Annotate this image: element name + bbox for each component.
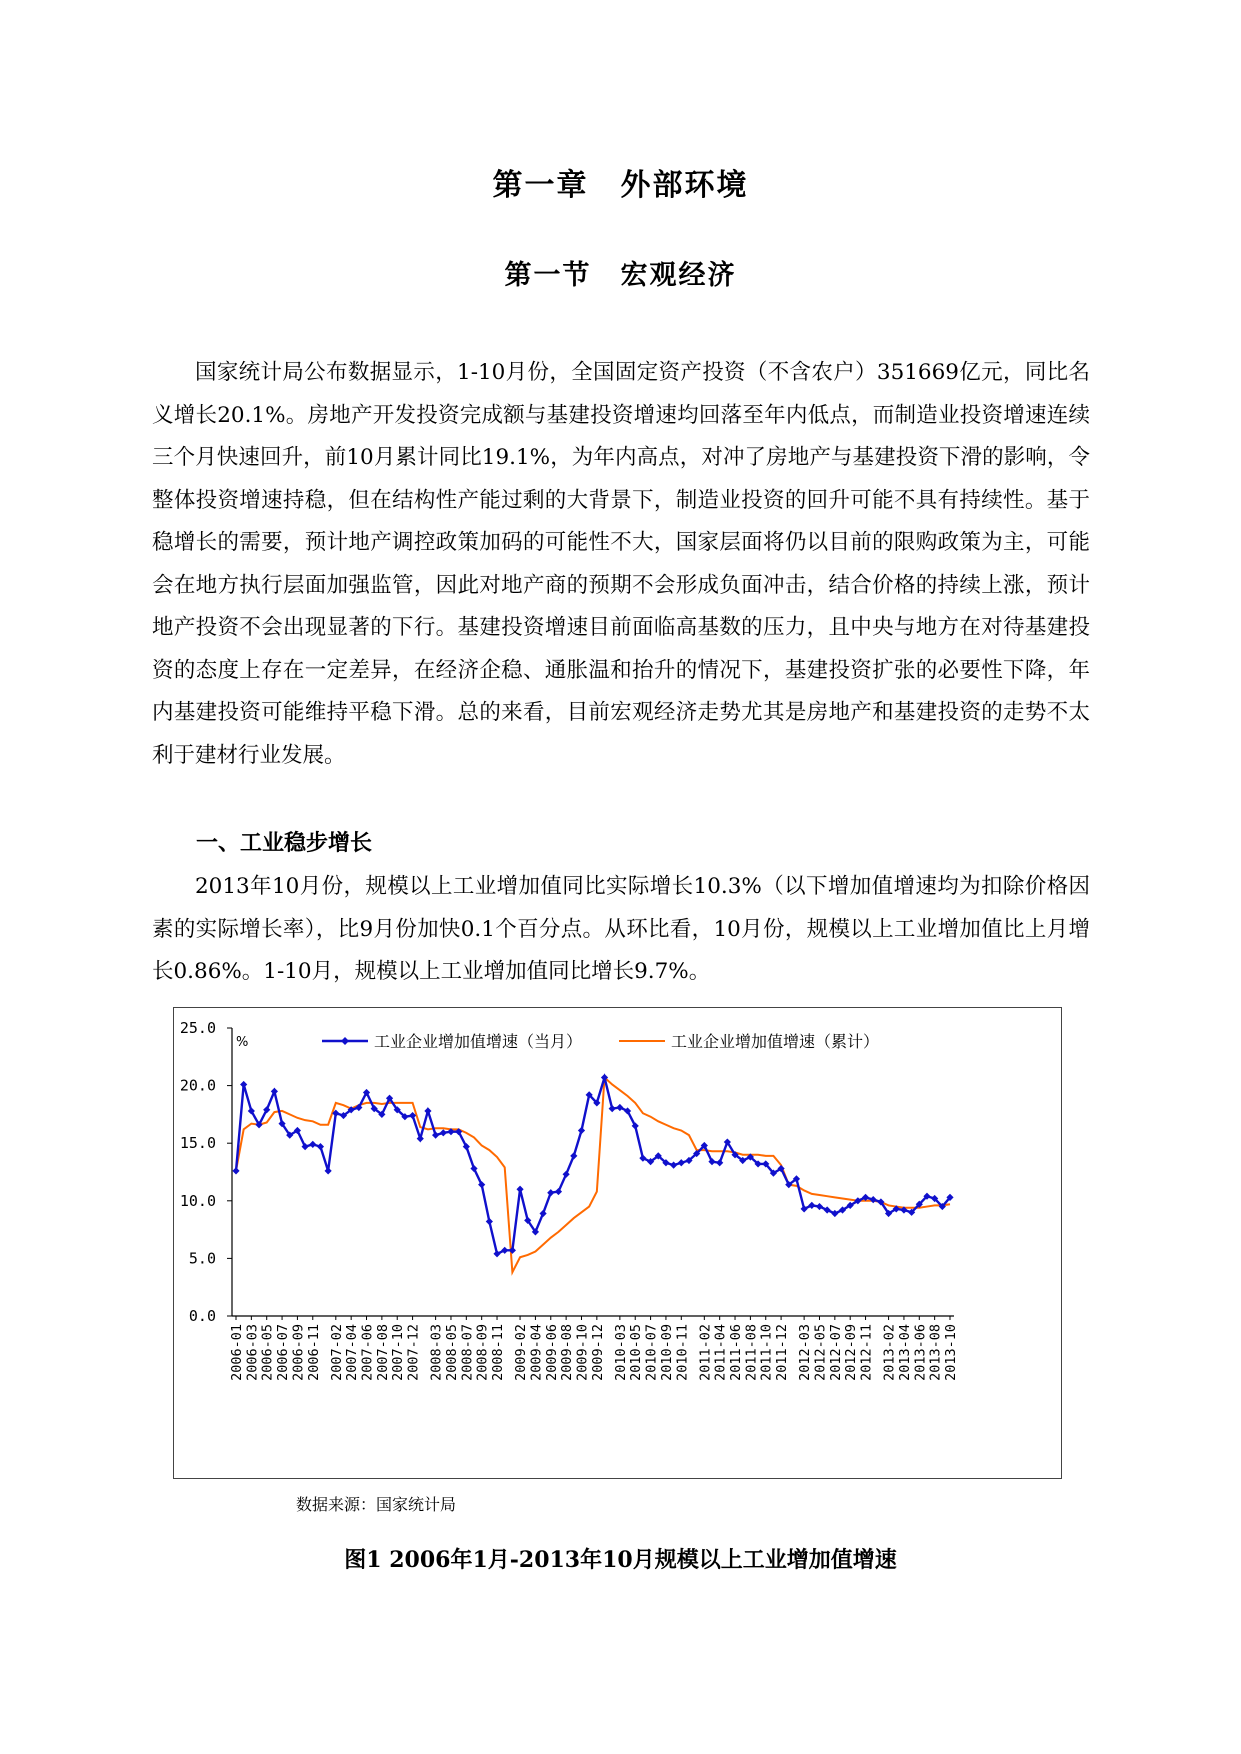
figure-caption: 图1 2006年1月-2013年10月规模以上工业增加值增速	[344, 1547, 897, 1573]
data-source-note: 数据来源：国家统计局	[296, 1495, 457, 1514]
data-point-monthly	[555, 1188, 562, 1195]
data-point-monthly	[808, 1202, 815, 1209]
subheading-industry-growth: 一、工业稳步增长	[196, 831, 373, 856]
chapter-title: 第一章 外部环境	[492, 168, 749, 203]
x-tick-label: 2011-08	[743, 1324, 760, 1381]
x-tick-label: 2010-07	[643, 1324, 660, 1381]
data-point-monthly	[563, 1171, 570, 1178]
data-point-monthly	[570, 1152, 577, 1159]
legend-label-cumulative: 工业企业增加值增速（累计）	[671, 1032, 880, 1051]
x-tick-label: 2009-06	[543, 1324, 560, 1381]
x-tick-label: 2009-10	[574, 1324, 591, 1381]
x-tick-label: 2008-05	[443, 1324, 460, 1381]
x-tick-label: 2011-12	[774, 1324, 791, 1381]
data-point-monthly	[616, 1104, 623, 1111]
data-point-monthly	[240, 1081, 247, 1088]
x-tick-label: 2013-06	[912, 1324, 929, 1381]
body-paragraph-macro: 国家统计局公布数据显示，1-10月份，全国固定资产投资（不含农户）351669亿元，同比名义增长20.1%。房地产开发投资完成额与基建投资增速均回落至年内低点，而制造业投资增速连续三个月快速回升，前10月累计同比19.1%，为年内高点，对冲了房地产与基建投资下滑的影响，令整体投资增速持稳，但在结构性产能过剩的大背景下，制造业投资的回升可能不具有持续性。基于稳增长的需要，预计地产调控政策加码的可能性不大，国家层面将仍以目前的限购政策为主，可能会在地方执行层面加强监管，因此对地产商的预期不会形成负面冲击，结合价格的持续上涨，预计地产投资不会出现显著的下行。基建投资增速目前面临高基数的压力，且中央与地方在对待基建投资的态度上存在一定差异，在经济企稳、通胀温和抬升的情况下，基建投资扩张的必要性下降，年内基建投资可能维持平稳下滑。总的来看，目前宏观经济走势尤其是房地产和基建投资的走势不太利于建材行业发展。	[152, 360, 1090, 768]
x-tick-label: 2009-08	[559, 1324, 576, 1381]
data-point-monthly	[232, 1167, 239, 1174]
x-tick-label: 2011-04	[712, 1324, 729, 1381]
data-point-monthly	[325, 1167, 332, 1174]
body-paragraph-industry: 2013年10月份，规模以上工业增加值同比实际增长10.3%（以下增加值增速均为扣除价格因素的实际增长率），比9月份加快0.1个百分点。从环比看，10月份，规模以上工业增加值比上月增长0.86%。1-10月，规模以上工业增加值同比增长9.7%。	[152, 874, 1090, 984]
x-tick-label: 2012-03	[797, 1324, 814, 1381]
data-point-monthly	[670, 1161, 677, 1168]
data-point-monthly	[501, 1247, 508, 1254]
data-point-monthly	[716, 1159, 723, 1166]
y-tick-label: 0.0	[188, 1307, 216, 1325]
y-tick-label: 20.0	[179, 1076, 216, 1095]
x-tick-label: 2012-05	[812, 1324, 829, 1381]
industrial-growth-chart	[173, 1007, 1062, 1479]
y-tick-label: 25.0	[179, 1019, 216, 1037]
data-point-monthly	[493, 1250, 500, 1257]
data-point-monthly	[486, 1218, 493, 1225]
data-point-monthly	[801, 1205, 808, 1212]
x-tick-label: 2006-05	[259, 1324, 276, 1381]
data-point-monthly	[317, 1143, 324, 1150]
x-tick-label: 2010-09	[658, 1324, 675, 1381]
data-point-monthly	[609, 1105, 616, 1112]
x-tick-label: 2009-02	[513, 1324, 530, 1381]
x-tick-label: 2007-10	[390, 1324, 407, 1381]
x-tick-label: 2006-03	[244, 1324, 261, 1381]
x-tick-label: 2013-02	[881, 1324, 898, 1381]
x-tick-label: 2011-06	[728, 1324, 745, 1381]
data-point-monthly	[516, 1186, 523, 1193]
x-tick-label: 2012-09	[843, 1324, 860, 1381]
data-point-monthly	[547, 1189, 554, 1196]
x-tick-label: 2006-11	[305, 1324, 322, 1381]
data-point-monthly	[639, 1155, 646, 1162]
data-point-monthly	[417, 1135, 424, 1142]
y-tick-label: 15.0	[179, 1134, 216, 1153]
data-point-monthly	[271, 1088, 278, 1095]
x-tick-label: 2007-06	[359, 1324, 376, 1381]
x-tick-label: 2012-11	[858, 1324, 875, 1381]
chart-canvas	[174, 1008, 1061, 1478]
legend-label-monthly: 工业企业增加值增速（当月）	[374, 1032, 583, 1051]
data-point-monthly	[309, 1141, 316, 1148]
data-point-monthly	[539, 1210, 546, 1217]
x-tick-label: 2010-11	[674, 1324, 691, 1381]
section-title: 第一节 宏观经济	[504, 260, 737, 291]
data-point-monthly	[678, 1159, 685, 1166]
x-tick-label: 2006-07	[275, 1324, 292, 1381]
series-line-cumulative	[236, 1078, 950, 1273]
x-tick-label: 2013-10	[943, 1324, 959, 1381]
data-point-monthly	[578, 1127, 585, 1134]
x-tick-label: 2007-02	[328, 1324, 345, 1381]
x-tick-label: 2013-04	[896, 1324, 913, 1381]
x-tick-label: 2008-11	[490, 1324, 507, 1381]
data-point-monthly	[831, 1210, 838, 1217]
x-tick-label: 2009-04	[528, 1324, 545, 1381]
x-tick-label: 2012-07	[827, 1324, 844, 1381]
x-tick-label: 2009-12	[589, 1324, 606, 1381]
data-point-monthly	[824, 1206, 831, 1213]
x-tick-label: 2008-03	[428, 1324, 445, 1381]
x-tick-label: 2007-08	[374, 1324, 391, 1381]
legend-marker-monthly	[341, 1037, 349, 1045]
series-line-monthly	[236, 1078, 950, 1254]
x-tick-label: 2007-12	[405, 1324, 422, 1381]
data-point-monthly	[424, 1107, 431, 1114]
x-tick-label: 2011-02	[697, 1324, 714, 1381]
x-tick-label: 2010-03	[612, 1324, 629, 1381]
x-tick-label: 2008-09	[474, 1324, 491, 1381]
x-tick-label: 2006-09	[290, 1324, 307, 1381]
x-tick-label: 2006-01	[229, 1324, 245, 1381]
y-axis-unit-label: %	[236, 1035, 249, 1050]
x-tick-label: 2011-10	[758, 1324, 775, 1381]
data-point-monthly	[816, 1203, 823, 1210]
y-tick-label: 5.0	[188, 1249, 216, 1268]
x-tick-label: 2008-07	[459, 1324, 476, 1381]
data-point-monthly	[432, 1132, 439, 1139]
x-tick-label: 2010-05	[628, 1324, 645, 1381]
data-point-monthly	[440, 1129, 447, 1136]
x-tick-label: 2007-04	[344, 1324, 361, 1381]
x-tick-label: 2013-08	[927, 1324, 944, 1381]
y-tick-label: 10.0	[179, 1191, 216, 1210]
